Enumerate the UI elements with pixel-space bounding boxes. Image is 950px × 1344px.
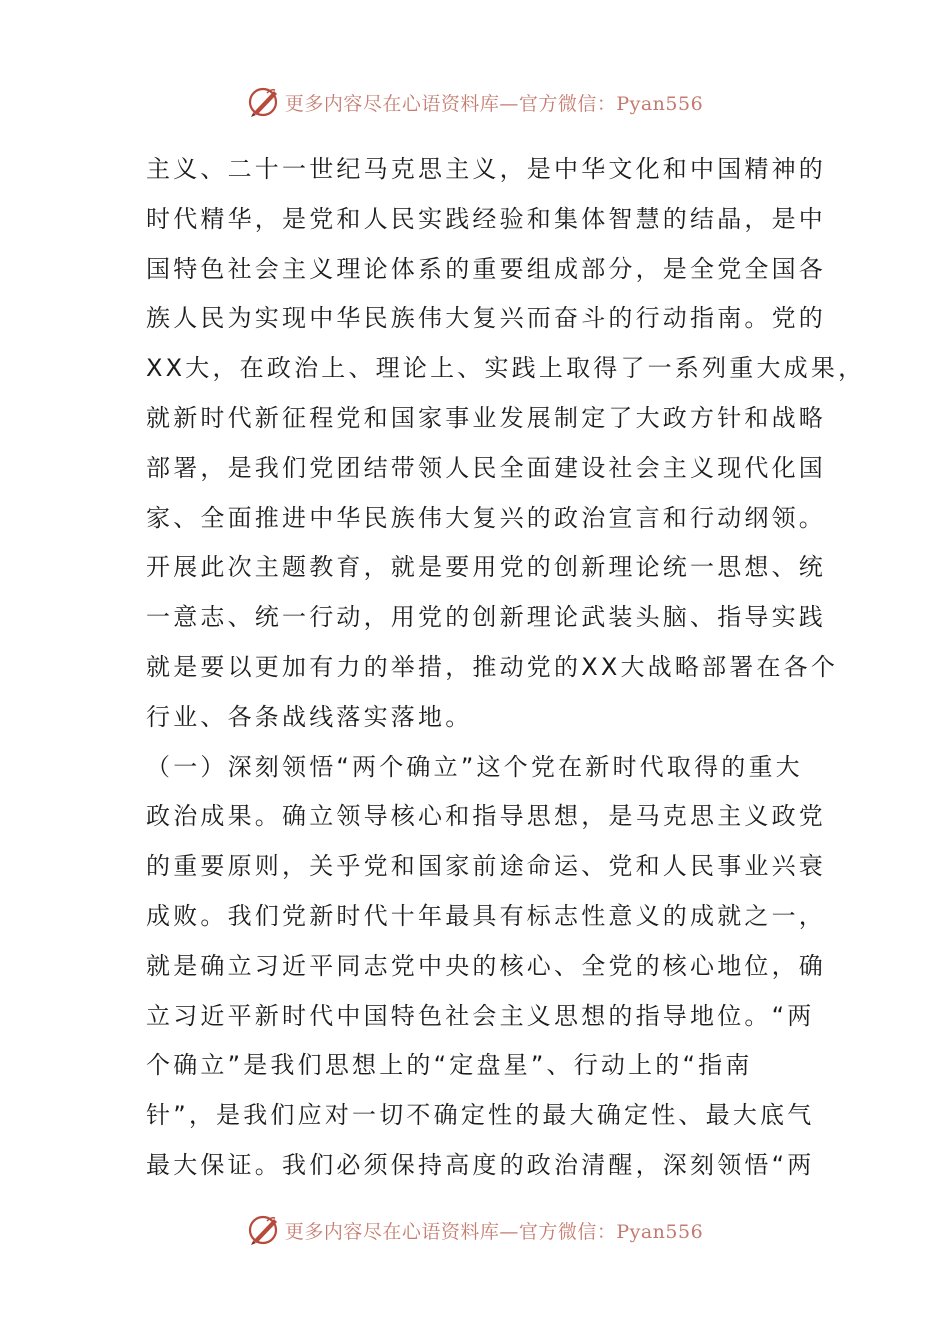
text-line: 家、全面推进中华民族伟大复兴的政治宣言和行动纲领。 (146, 503, 826, 532)
text-line: 最大保证。我们必须保持高度的政治清醒，深刻领悟“两 (146, 1150, 815, 1179)
pen-logo-icon (247, 1213, 281, 1247)
text-line: 一意志、统一行动，用党的创新理论武装头脑、指导实践 (146, 603, 826, 632)
text-line: 主义、二十一世纪马克思主义，是中华文化和中国精神的 (146, 155, 826, 183)
text-line: （一）深刻领悟“两个确立”这个党在新时代取得的重大 (146, 752, 803, 781)
footer-banner (0, 1210, 950, 1250)
text-line: 国特色社会主义理论体系的重要组成部分，是全党全国各 (146, 254, 826, 283)
text-line: 时代精华，是党和人民实践经验和集体智慧的结晶，是中 (146, 204, 826, 233)
text-line: 针”，是我们应对一切不确定性的最大确定性、最大底气 (146, 1101, 815, 1130)
footer-banner-text: 更多内容尽在心语资料库—官方微信：Pyan556 (284, 1220, 704, 1243)
text-line: 就新时代新征程党和国家事业发展制定了大政方针和战略 (146, 403, 826, 432)
text-line: 立习近平新时代中国特色社会主义思想的指导地位。“两 (146, 1001, 815, 1030)
text-line: 部署，是我们党团结带领人民全面建设社会主义现代化国 (146, 453, 826, 482)
text-line: 的重要原则，关乎党和国家前途命运、党和人民事业兴衰 (146, 852, 826, 881)
pen-logo-icon (247, 85, 281, 119)
text-line: 政治成果。确立领导核心和指导思想，是马克思主义政党 (146, 802, 826, 831)
text-line: 就是要以更加有力的举措，推动党的XX大战略部署在各个 (146, 652, 839, 681)
header-banner-text: 更多内容尽在心语资料库—官方微信：Pyan556 (284, 92, 704, 115)
header-banner (0, 82, 950, 122)
text-line: 开展此次主题教育，就是要用党的创新理论统一思想、统 (146, 553, 826, 582)
text-line: 成败。我们党新时代十年最具有标志性意义的成就之一， (146, 901, 826, 930)
text-line: 行业、各条战线落实落地。 (146, 702, 473, 731)
text-line: 就是确立习近平同志党中央的核心、全党的核心地位，确 (146, 951, 826, 980)
document-body (146, 145, 866, 1191)
text-line: XX大，在政治上、理论上、实践上取得了一系列重大成果， (146, 354, 866, 383)
text-line: 族人民为实现中华民族伟大复兴而奋斗的行动指南。党的 (146, 304, 826, 333)
text-line: 个确立”是我们思想上的“定盘星”、行动上的“指南 (146, 1051, 753, 1080)
